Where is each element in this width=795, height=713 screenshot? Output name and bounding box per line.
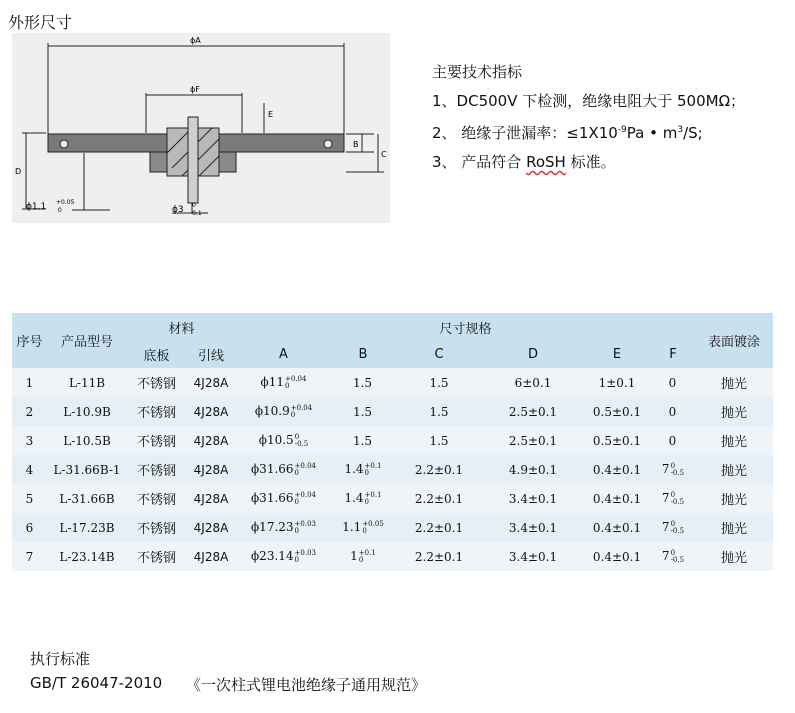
cell-model: L-31.66B-1 xyxy=(47,455,127,484)
header-a: A xyxy=(236,341,331,368)
dim-label-b: B xyxy=(353,140,359,149)
cell-b-tol-lower: 0 xyxy=(358,555,364,564)
cell-base: 不锈钢 xyxy=(127,484,186,513)
cell-f-value: 7 xyxy=(661,462,670,477)
cell-finish: 抛光 xyxy=(695,455,773,484)
cell-c: 1.5 xyxy=(395,426,483,455)
cell-a-tol-upper: +0.04 xyxy=(290,403,313,412)
header-material: 材料 xyxy=(127,313,236,341)
cell-f xyxy=(651,484,695,513)
cell-d: 2.5±0.1 xyxy=(483,426,583,455)
cell-a-tol-upper: +0.04 xyxy=(285,374,307,383)
cell-seq: 6 xyxy=(12,513,47,542)
standard-name: 《一次柱式锂电池绝缘子通用规范》 xyxy=(186,676,427,694)
cell-a-value: ϕ10.5 xyxy=(258,433,294,448)
header-b: B xyxy=(331,341,395,368)
cell-e: 0.4±0.1 xyxy=(583,513,651,542)
cell-b-value: 1.1 xyxy=(342,520,362,535)
cell-f-value: 7 xyxy=(661,549,670,564)
cell-f-value: 7 xyxy=(661,491,670,506)
cell-lead: 4J28A xyxy=(186,513,236,542)
cell-f xyxy=(651,542,695,571)
leakage-unit: Pa • m xyxy=(626,124,678,142)
dimension-table-panel xyxy=(12,313,773,569)
cell-c: 2.2±0.1 xyxy=(395,513,483,542)
cell-b xyxy=(331,426,395,455)
cell-d: 2.5±0.1 xyxy=(483,397,583,426)
cell-b-tol-upper: +0.1 xyxy=(364,461,382,470)
cell-b xyxy=(331,542,395,571)
cell-a-tol-upper: +0.03 xyxy=(294,519,316,528)
cell-a-tol-lower: 0 xyxy=(285,381,290,390)
cell-b xyxy=(331,484,395,513)
cell-f-tol-lower: -0.5 xyxy=(670,497,685,506)
cell-a-value: ϕ17.23 xyxy=(251,520,294,535)
rohs-suffix: 标准。 xyxy=(565,153,616,171)
cell-e: 0.4±0.1 xyxy=(583,455,651,484)
technical-specs xyxy=(432,58,745,177)
cell-f xyxy=(651,513,695,542)
cell-b xyxy=(331,455,395,484)
cell-lead: 4J28A xyxy=(186,397,236,426)
cell-b-value: 1.4 xyxy=(344,491,364,506)
cell-d: 4.9±0.1 xyxy=(483,455,583,484)
cell-model: L-10.9B xyxy=(47,397,127,426)
cell-f xyxy=(651,368,695,397)
cell-b xyxy=(331,368,395,397)
cell-f xyxy=(651,455,695,484)
table-row xyxy=(12,426,773,455)
dim-label-e: E xyxy=(268,110,274,119)
cell-a-tol-upper: +0.03 xyxy=(294,548,316,557)
cell-b-value: 1.4 xyxy=(344,462,364,477)
cell-lead: 4J28A xyxy=(186,484,236,513)
dim-label-a: ϕA xyxy=(190,36,201,45)
cell-f-value: 0 xyxy=(668,375,677,390)
cell-lead: 4J28A xyxy=(186,426,236,455)
cell-f-value: 7 xyxy=(661,520,670,535)
cell-a xyxy=(236,513,331,542)
cell-f xyxy=(651,426,695,455)
header-d: D xyxy=(483,341,583,368)
leakage-prefix: 2、 绝缘子泄漏率：≤1X10 xyxy=(432,124,618,142)
header-dimensions: 尺寸规格 xyxy=(236,313,695,341)
cell-e: 0.4±0.1 xyxy=(583,484,651,513)
outline-drawing xyxy=(12,33,390,223)
cell-a-tol-lower: 0 xyxy=(294,526,300,535)
cell-f-value: 0 xyxy=(668,433,677,448)
cell-base: 不锈钢 xyxy=(127,542,186,571)
insulator-cross-section xyxy=(12,33,390,223)
cell-finish: 抛光 xyxy=(695,426,773,455)
cell-base: 不锈钢 xyxy=(127,368,186,397)
cell-a-value: ϕ23.14 xyxy=(251,549,294,564)
header-finish: 表面镀涂 xyxy=(695,313,773,368)
cell-a-tol-lower: 0 xyxy=(290,410,296,419)
leakage-unit-exponent: 3 xyxy=(677,125,684,135)
dim-label-d: D xyxy=(15,167,22,176)
cell-finish: 抛光 xyxy=(695,397,773,426)
header-seq: 序号 xyxy=(12,313,47,368)
spec-item-insulation: 1、DC500V 下检测，绝缘电阻大于 500MΩ； xyxy=(432,92,746,110)
cell-a-tol-upper: +0.04 xyxy=(294,490,316,499)
standard-heading: 执行标准 xyxy=(30,650,91,668)
cell-b-tol-upper: +0.1 xyxy=(364,490,382,499)
cell-base: 不锈钢 xyxy=(127,513,186,542)
specs-heading: 主要技术指标 xyxy=(432,63,523,81)
cell-base: 不锈钢 xyxy=(127,397,186,426)
cell-c: 1.5 xyxy=(395,368,483,397)
cell-model: L-11B xyxy=(47,368,127,397)
dim-label-f: ϕF xyxy=(190,85,200,94)
cell-c: 2.2±0.1 xyxy=(395,542,483,571)
header-f: F xyxy=(651,341,695,368)
cell-model: L-10.5B xyxy=(47,426,127,455)
cell-e: 0.5±0.1 xyxy=(583,397,651,426)
page-title: 外形尺寸 xyxy=(8,13,73,32)
cell-seq: 7 xyxy=(12,542,47,571)
cell-f-tol-lower: -0.5 xyxy=(670,555,685,564)
table-row xyxy=(12,397,773,426)
cell-model: L-31.66B xyxy=(47,484,127,513)
cell-seq: 5 xyxy=(12,484,47,513)
cell-a xyxy=(236,426,331,455)
cell-a-value: ϕ31.66 xyxy=(251,491,294,506)
leakage-exponent: -9 xyxy=(617,125,627,135)
table-row xyxy=(12,368,773,397)
cell-d: 3.4±0.1 xyxy=(483,513,583,542)
cell-finish: 抛光 xyxy=(695,368,773,397)
cell-lead: 4J28A xyxy=(186,368,236,397)
cell-d: 3.4±0.1 xyxy=(483,542,583,571)
cell-b-tol-lower: 0 xyxy=(362,526,367,535)
cell-e: 1±0.1 xyxy=(583,368,651,397)
cell-b-value: 1.5 xyxy=(352,375,373,390)
cell-e: 0.5±0.1 xyxy=(583,426,651,455)
cell-a xyxy=(236,455,331,484)
cell-seq: 1 xyxy=(12,368,47,397)
cell-f xyxy=(651,397,695,426)
cell-b-tol-lower: 0 xyxy=(364,468,370,477)
cell-lead: 4J28A xyxy=(186,455,236,484)
cell-a-tol-upper: +0.04 xyxy=(294,461,316,470)
cell-a-tol-lower: -0.5 xyxy=(294,439,309,448)
cell-b xyxy=(331,397,395,426)
standard-code: GB/T 26047-2010 xyxy=(30,674,163,692)
cell-b-tol-lower: 0 xyxy=(364,497,370,506)
cell-a-tol-upper: 0 xyxy=(294,432,300,441)
cell-finish: 抛光 xyxy=(695,484,773,513)
cell-model: L-17.23B xyxy=(47,513,127,542)
cell-f-tol-upper: 0 xyxy=(670,548,676,557)
hole-dim-label: ϕ1.1 xyxy=(26,202,47,212)
cell-c: 1.5 xyxy=(395,397,483,426)
cell-seq: 4 xyxy=(12,455,47,484)
cell-lead: 4J28A xyxy=(186,542,236,571)
table-row xyxy=(12,542,773,571)
header-c: C xyxy=(395,341,483,368)
spec-item-leakage xyxy=(432,116,745,148)
table-row xyxy=(12,484,773,513)
pin-tol-upper: 0 xyxy=(192,202,196,209)
cell-d: 3.4±0.1 xyxy=(483,484,583,513)
cell-b-tol-upper: +0.1 xyxy=(358,548,376,557)
spec-item-rohs xyxy=(432,148,745,177)
cell-seq: 3 xyxy=(12,426,47,455)
cell-a xyxy=(236,484,331,513)
cell-f-tol-lower: -0.5 xyxy=(670,526,685,535)
cell-finish: 抛光 xyxy=(695,542,773,571)
header-lead: 引线 xyxy=(186,341,236,368)
table-row xyxy=(12,513,773,542)
cell-c: 2.2±0.1 xyxy=(395,455,483,484)
cell-b-tol-upper: +0.05 xyxy=(362,519,384,528)
cell-e: 0.4±0.1 xyxy=(583,542,651,571)
cell-c: 2.2±0.1 xyxy=(395,484,483,513)
cell-a-value: ϕ11 xyxy=(260,375,284,390)
cell-f-tol-upper: 0 xyxy=(670,519,676,528)
cell-a xyxy=(236,542,331,571)
cell-b-value: 1 xyxy=(350,549,358,564)
pin-dim-label: ϕ3 xyxy=(172,205,184,215)
leakage-suffix: /S; xyxy=(683,124,703,142)
cell-a-value: ϕ10.9 xyxy=(254,404,290,419)
hole-tol-upper: +0.05 xyxy=(56,199,75,206)
cell-f-tol-lower: -0.5 xyxy=(670,468,685,477)
cell-b-value: 1.5 xyxy=(352,433,373,448)
dim-label-c: C xyxy=(381,150,387,159)
header-model: 产品型号 xyxy=(47,313,127,368)
dimension-table xyxy=(12,313,773,571)
cell-a xyxy=(236,368,331,397)
cell-base: 不锈钢 xyxy=(127,426,186,455)
cell-d: 6±0.1 xyxy=(483,368,583,397)
cell-a-value: ϕ31.66 xyxy=(251,462,294,477)
cell-model: L-23.14B xyxy=(47,542,127,571)
rohs-term: RoSH xyxy=(526,153,566,171)
pin-tol-lower: -0.1 xyxy=(190,210,202,217)
cell-a xyxy=(236,397,331,426)
cell-f-value: 0 xyxy=(668,404,677,419)
cell-b-value: 1.5 xyxy=(352,404,373,419)
cell-f-tol-upper: 0 xyxy=(670,461,676,470)
header-e: E xyxy=(583,341,651,368)
hole-tol-lower: 0 xyxy=(58,207,62,214)
cell-f-tol-upper: 0 xyxy=(670,490,676,499)
cell-a-tol-lower: 0 xyxy=(294,468,300,477)
cell-b xyxy=(331,513,395,542)
header-base: 底板 xyxy=(127,341,186,368)
cell-a-tol-lower: 0 xyxy=(294,555,300,564)
cell-a-tol-lower: 0 xyxy=(294,497,300,506)
rohs-prefix: 3、 产品符合 xyxy=(432,153,527,171)
table-row xyxy=(12,455,773,484)
cell-finish: 抛光 xyxy=(695,513,773,542)
cell-seq: 2 xyxy=(12,397,47,426)
cell-base: 不锈钢 xyxy=(127,455,186,484)
